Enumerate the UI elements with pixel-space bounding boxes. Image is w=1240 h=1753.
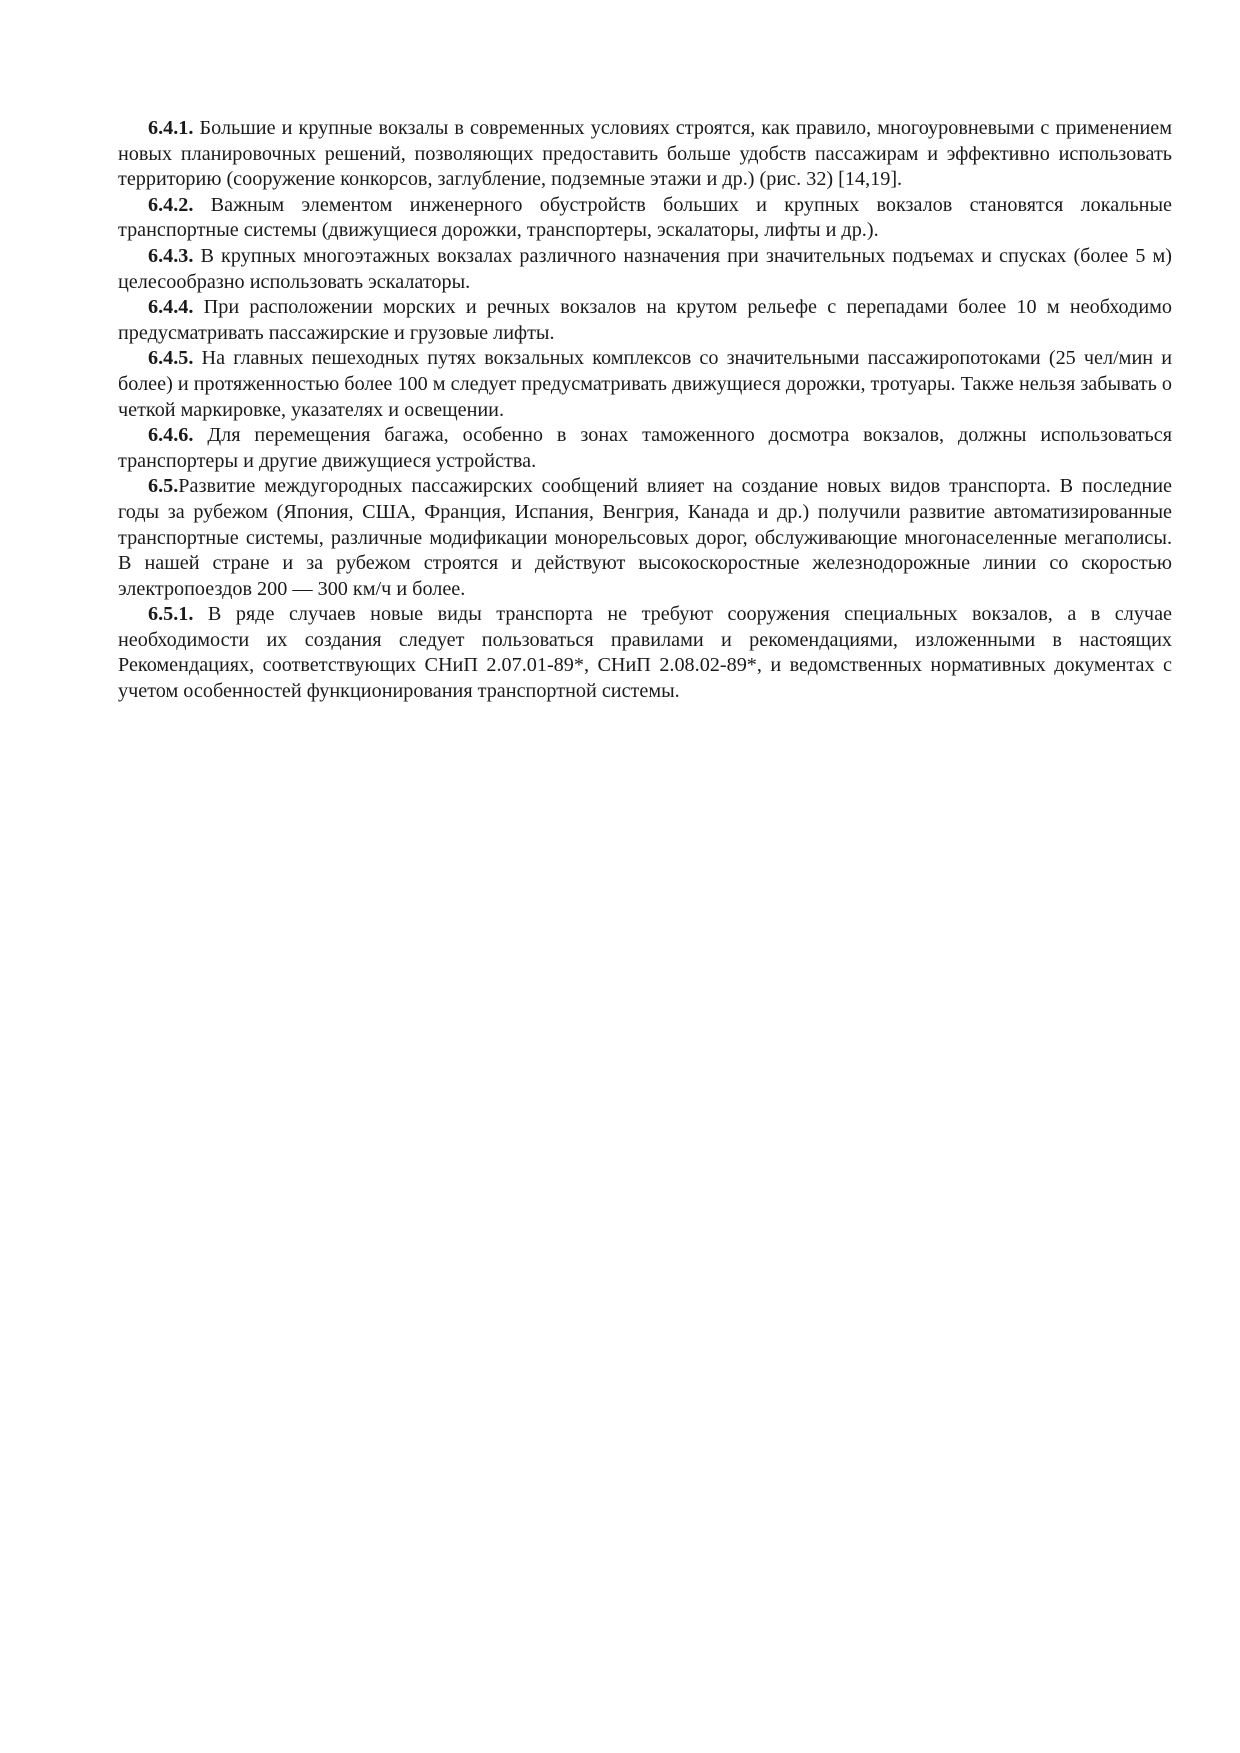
document-page [118, 116, 1172, 705]
clause-number: 6.4.3. [148, 244, 194, 267]
clause-number: 6.5.1. [148, 603, 194, 626]
paragraph-6-4-2 [118, 193, 1172, 244]
clause-text: В крупных многоэтажных вокзалах различного назначения при значительных подъемах и спусках (более 5 м) целесообразно использовать эскалаторы. [118, 244, 1172, 293]
clause-text: Большие и крупные вокзалы в современных условиях строятся, как правило, многоуровневыми с применением новых планировочных решений, позволяющих предоставить больше удобств пассажирам и эффективно использовать территорию (сооружение конкорсов, заглубление, подземные этажи и др.) (рис. 32) [14,19]. [118, 117, 1172, 191]
paragraph-6-5 [118, 474, 1172, 602]
clause-text: В ряде случаев новые виды транспорта не требуют сооружения специальных вокзалов, а в случае необходимости их создания следует пользоваться правилами и рекомендациями, изложенными в настоящих Рекомендациях, соответствующих СНиП 2.07.01-89*, СНиП 2.08.02-89*, и ведомственных нормативных документах с учетом особенностей функционирования транспортной системы. [118, 603, 1172, 703]
clause-text: На главных пешеходных путях вокзальных комплексов со значительными пассажиропотоками (25 чел/мин и более) и протяженностью более 100 м следует предусматривать движущиеся дорожки, тротуары. Также нельзя забывать о четкой маркировке, указателях и освещении. [118, 347, 1172, 421]
paragraph-6-4-5 [118, 346, 1172, 423]
clause-number: 6.5. [148, 475, 179, 498]
clause-number: 6.4.5. [148, 347, 194, 370]
clause-text: Важным элементом инженерного обустройств больших и крупных вокзалов становятся локальные транспортные системы (движущиеся дорожки, транспортеры, эскалаторы, лифты и др.). [118, 193, 1172, 242]
paragraph-6-4-6 [118, 423, 1172, 474]
paragraph-6-4-4 [118, 295, 1172, 346]
clause-text: Для перемещения багажа, особенно в зонах таможенного досмотра вокзалов, должны использоваться транспортеры и другие движущиеся устройства. [118, 424, 1172, 472]
clause-number: 6.4.1. [148, 117, 194, 139]
paragraph-6-4-1 [118, 116, 1172, 193]
paragraph-6-4-3 [118, 244, 1172, 295]
clause-number: 6.4.4. [148, 296, 194, 319]
clause-number: 6.4.2. [148, 193, 194, 216]
clause-text: При расположении морских и речных вокзалов на крутом рельефе с перепадами более 10 м необходимо предусматривать пассажирские и грузовые лифты. [118, 296, 1172, 344]
clause-text: Развитие междугородных пассажирских сообщений влияет на создание новых видов транспорта. В последние годы за рубежом (Япония, США, Франция, Испания, Венгрия, Канада и др.) получили развитие автоматизированные транспортные системы, различные модификации монорельсовых дорог, обслуживающие многонаселенные мегаполисы. В нашей стране и за рубежом строятся и действуют высокоскоростные железнодорожные линии со скоростью электропоездов 200 — 300 км/ч и более. [118, 475, 1172, 600]
clause-number: 6.4.6. [148, 424, 194, 447]
paragraph-6-5-1 [118, 602, 1172, 704]
